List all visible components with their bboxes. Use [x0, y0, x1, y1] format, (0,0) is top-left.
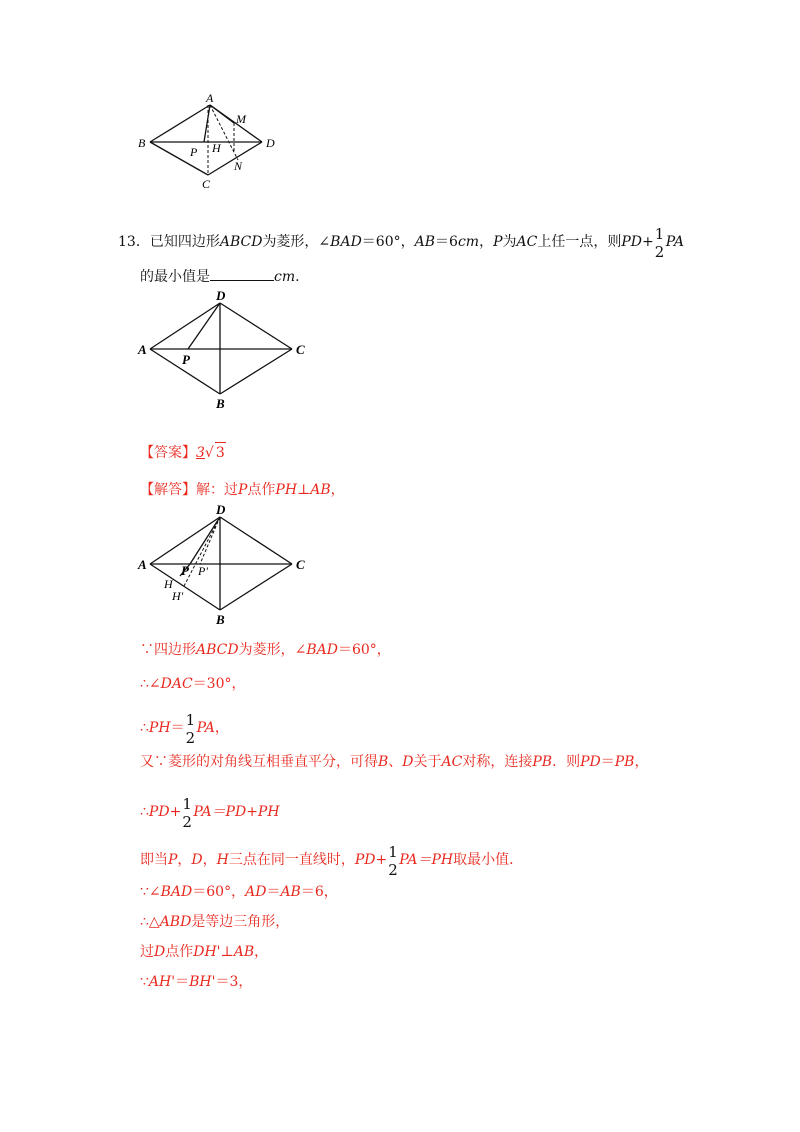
step-7: ∵∠BAD＝60°，AD＝AB＝6，	[140, 884, 338, 900]
label-d: D	[216, 288, 226, 303]
label-c: C	[202, 177, 211, 191]
step-9: 过D点作DH'⊥AB，	[140, 944, 269, 960]
label-h: H	[164, 577, 173, 591]
answer-blank	[210, 266, 274, 281]
step-5: ∴PD+ 1 2 PA＝PD+PH	[140, 795, 280, 831]
figure-3-rhombus	[132, 500, 322, 630]
step-4: 又∵菱形的对角线互相垂直平分，可得B、D关于AC对称，连接PB．则PD＝PB，	[140, 754, 649, 770]
label-b: B	[138, 136, 146, 150]
answer-line: 【答案】3√ 3	[140, 442, 226, 463]
figure-1-rhombus	[130, 90, 290, 195]
label-c: C	[296, 342, 305, 357]
label-a: A	[138, 342, 147, 357]
label-p-prime: P'	[198, 564, 208, 578]
label-p: P	[190, 145, 198, 159]
label-m: M	[236, 112, 246, 126]
label-a: A	[206, 91, 214, 105]
solution-intro: 【解答】解：过P点作PH⊥AB，	[140, 482, 345, 498]
step-6: 即当P，D，H三点在同一直线时，PD+ 1 2 PA＝PH取最小值．	[140, 843, 524, 879]
step-8: ∴△ABD是等边三角形，	[140, 914, 290, 930]
label-d: D	[266, 136, 275, 150]
label-c: C	[296, 557, 305, 572]
label-h: H	[212, 141, 221, 155]
step-3: ∴PH＝ 1 2 PA，	[140, 711, 229, 747]
label-b: B	[216, 612, 225, 627]
label-a: A	[138, 557, 147, 572]
label-d: D	[216, 502, 226, 517]
label-n: N	[234, 159, 243, 173]
figure-2-rhombus	[132, 286, 322, 411]
step-1: ∵四边形ABCD为菱形，∠BAD＝60°，	[140, 642, 391, 658]
step-2: ∴∠DAC＝30°，	[140, 676, 246, 692]
label-p: P	[182, 352, 190, 367]
question-13-line-2: 的最小值是 cm.	[140, 266, 300, 287]
label-p: P	[181, 563, 189, 578]
step-10: ∵AH'＝BH'＝3，	[140, 974, 253, 990]
label-h-prime: H'	[172, 589, 184, 603]
label-b: B	[216, 396, 225, 411]
question-13-line-1: 13．已知四边形ABCD为菱形，∠BAD＝60°，AB＝6cm，P为AC上任一点，则PD+ 1 2 PA	[118, 225, 684, 261]
